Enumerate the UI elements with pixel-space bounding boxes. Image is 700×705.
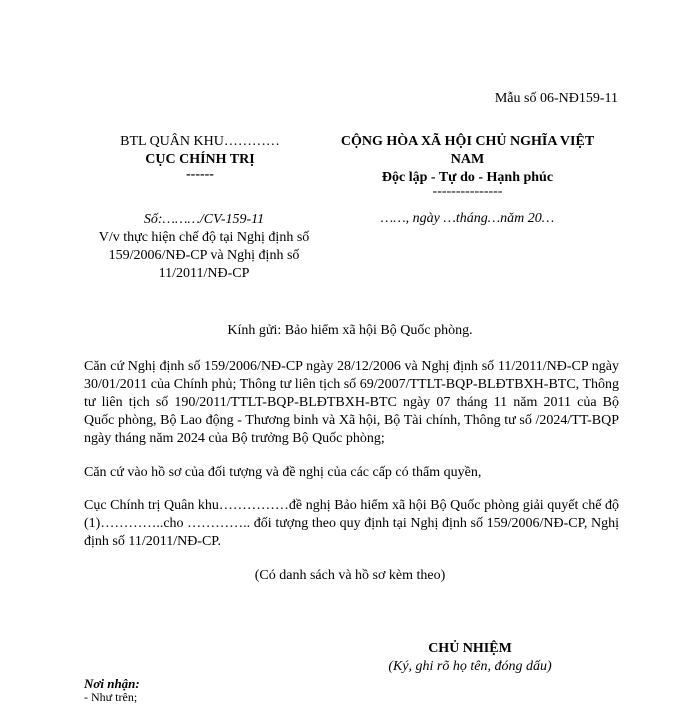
national-motto: Độc lập - Tự do - Hạnh phúc (381, 170, 554, 185)
signer-title: CHỦ NHIỆM (428, 641, 512, 656)
motto-separator: --------------- (432, 184, 503, 199)
date-line: ……, ngày …tháng…năm 20… (380, 211, 555, 226)
national-header-block (330, 133, 605, 197)
recipients-item: - Như trên; (84, 690, 138, 704)
republic-title: CỘNG HÒA XÃ HỘI CHỦ NGHĨA VIỆT NAM (340, 134, 595, 167)
issuing-agency-block (90, 133, 310, 181)
request-paragraph: Cục Chính trị Quân khu……………đề nghị Bảo hiểm xã hội Bộ Quốc phòng giải quyết chế độ (1)…………..cho ………….. đối tượng theo quy định tại Nghị định số 159/2006/NĐ-CP, Nghị định số 11/2011/NĐ-CP. (84, 498, 619, 549)
recipient-line: Kính gửi: Bảo hiểm xã hội Bộ Quốc phòng. (227, 323, 473, 338)
recipients-label: Nơi nhận: (84, 676, 140, 691)
dossier-basis-paragraph: Căn cứ vào hồ sơ của đối tượng và đề nghị của các cấp có thẩm quyền, (84, 465, 482, 480)
department-name: CỤC CHÍNH TRỊ (145, 152, 255, 167)
signature-block (370, 640, 570, 676)
agency-separator: ------ (186, 167, 214, 182)
form-code: Mẫu số 06-NĐ159-11 (494, 91, 618, 106)
document-number: Số:………/CV-159-11 (143, 212, 265, 227)
document-number-block (84, 211, 324, 283)
legal-basis-paragraph: Căn cứ Nghị định số 159/2006/NĐ-CP ngày 28/12/2006 và Nghị định số 11/2011/NĐ-CP ngày 30/01/2011 của Chính phủ; Thông tư liên tịch số 69/2007/TTLT-BQP-BLĐTBXH-BTC, Thông tư liên tịch số 190/2011/TTLT-BQP-BLĐTBXH-BTC ngày 07 tháng 11 năm 2011 của Bộ Quốc phòng, Bộ Lao động - Thương binh và Xã hội, Bộ Tài chính, Thông tư số /2024/TT-BQP ngày tháng năm 2024 của Bộ trưởng Bộ Quốc phòng; (84, 359, 619, 446)
signature-instruction: (Ký, ghi rõ họ tên, đóng dấu) (388, 659, 552, 674)
attachment-note: (Có danh sách và hồ sơ kèm theo) (254, 568, 446, 583)
military-region-line: BTL QUÂN KHU………… (120, 134, 280, 149)
document-subject: V/v thực hiện chế độ tại Nghị định số 159/2006/NĐ-CP và Nghị định số 11/2011/NĐ-CP (98, 230, 310, 281)
